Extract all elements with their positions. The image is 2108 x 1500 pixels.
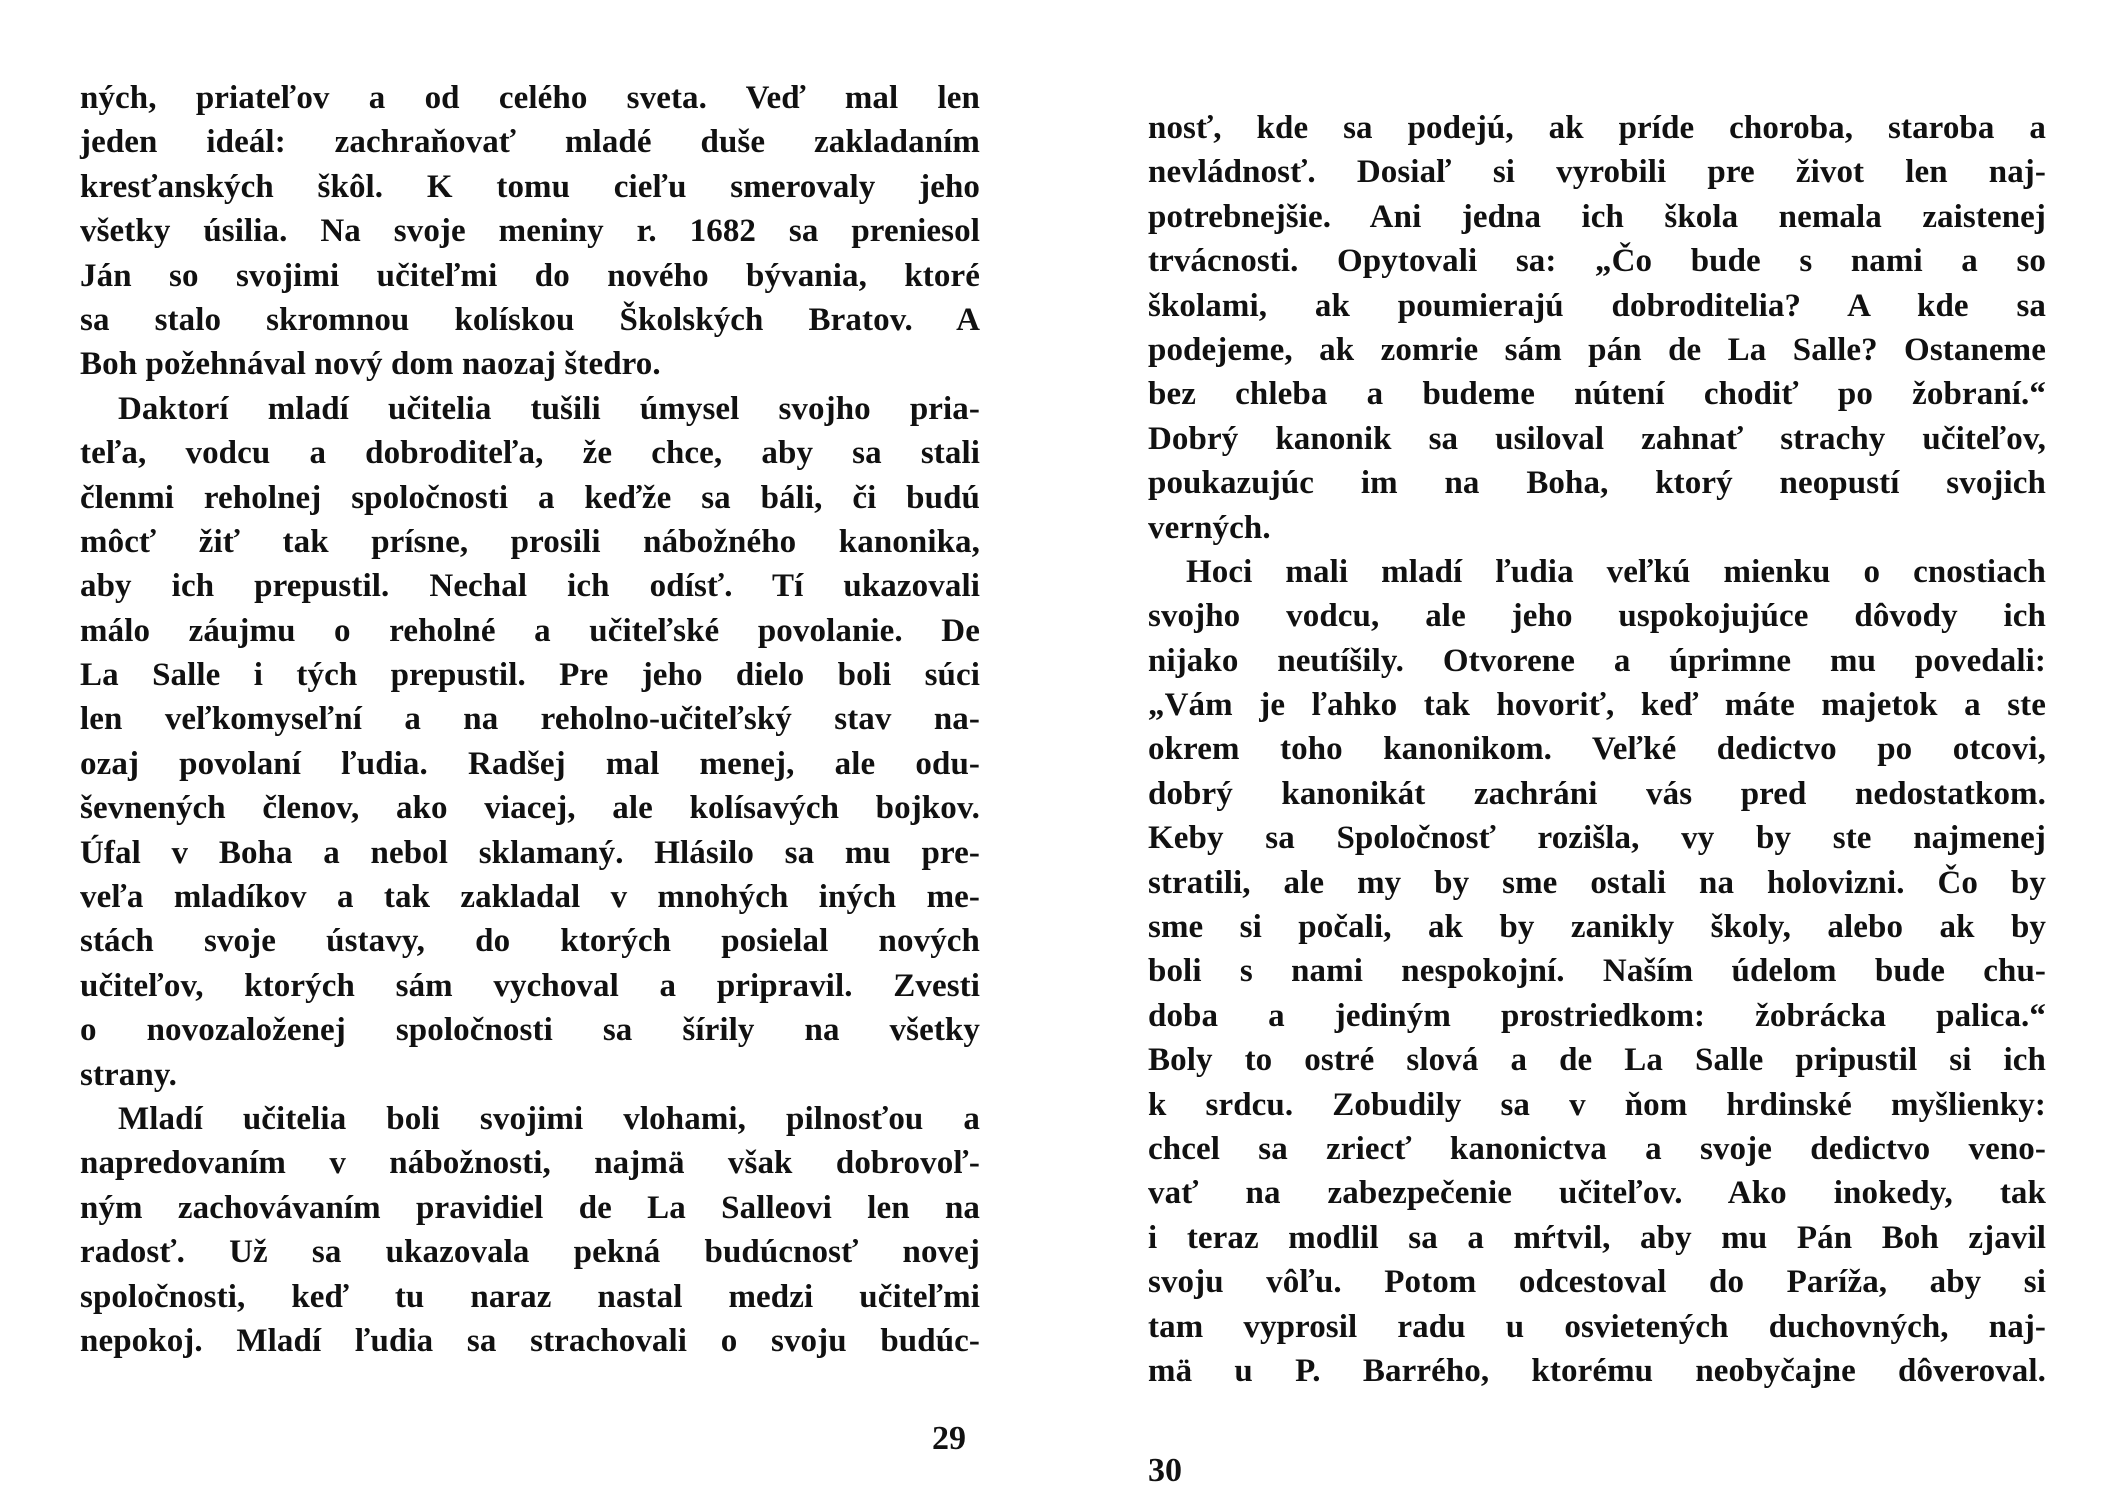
text-line: dobrý kanonikát zachráni vás pred nedostatkom.	[1148, 775, 2046, 812]
text-line: verných.	[1148, 509, 1271, 546]
text-line: potrebnejšie. Ani jedna ich škola nemala zaistenej	[1148, 198, 2046, 235]
text-line: teľa, vodcu a dobroditeľa, že chce, aby sa stali	[80, 435, 980, 472]
text-line: nosť, kde sa podejú, ak príde choroba, staroba a	[1148, 110, 2046, 146]
text-line: Ján so svojimi učiteľmi do nového bývania, ktoré	[80, 257, 980, 294]
text-line: ným zachovávaním pravidiel de La Salleovi len na	[80, 1189, 980, 1226]
text-line: bez chleba a budeme nútení chodiť po žobraní.“	[1148, 376, 2046, 413]
text-line: Boly to ostré slová a de La Salle pripustil si ich	[1148, 1042, 2046, 1079]
text-line: Daktorí mladí učitelia tušili úmysel svojho pria-	[118, 390, 980, 427]
text-line: aby ich prepustil. Nechal ich odísť. Tí ukazovali	[80, 568, 980, 605]
text-line: trvácnosti. Opytovali sa: „Čo bude s nami a so	[1148, 243, 2046, 280]
text-line: poukazujúc im na Boha, ktorý neopustí svojich	[1148, 465, 2046, 502]
text-line: kresťanských škôl. K tomu cieľu smerovaly jeho	[80, 168, 980, 205]
text-line: Hoci mali mladí ľudia veľkú mienku o cnostiach	[1186, 553, 2046, 590]
text-line: boli s nami nespokojní. Naším údelom bude chu-	[1148, 953, 2046, 990]
text-line: vať na zabezpečenie učiteľov. Ako inokedy, tak	[1148, 1175, 2046, 1212]
text-line: o novozaloženej spoločnosti sa šírily na všetky	[80, 1012, 980, 1049]
text-line: okrem toho kanonikom. Veľké dedictvo po otcovi,	[1148, 731, 2046, 768]
text-line: „Vám je ľahko tak hovoriť, keď máte majetok a ste	[1148, 687, 2046, 724]
text-line: nijako neutíšily. Otvorene a úprimne mu povedali:	[1148, 642, 2046, 679]
text-line: doba a jediným prostriedkom: žobrácka palica.“	[1148, 997, 2046, 1034]
text-line: môcť žiť tak prísne, prosili nábožného kanonika,	[80, 523, 980, 560]
text-line: školami, ak poumierajú dobroditelia? A kde sa	[1148, 287, 2046, 324]
text-line: Dobrý kanonik sa usiloval zahnať strachy učiteľov,	[1148, 420, 2046, 457]
text-line: Keby sa Spoločnosť rozišla, vy by ste najmenej	[1148, 820, 2046, 857]
text-line: členmi reholnej spoločnosti a keďže sa báli, či budú	[80, 479, 980, 516]
text-line: ných, priateľov a od celého sveta. Veď mal len	[80, 80, 980, 116]
text-line: ševnených členov, ako viacej, ale kolísavých bojkov.	[80, 790, 980, 827]
right-page-text	[1148, 106, 2046, 1393]
text-line: jeden ideál: zachraňovať mladé duše zakladaním	[80, 124, 980, 161]
text-line: ozaj povolaní ľudia. Radšej mal menej, ale odu-	[80, 745, 980, 782]
text-line: i teraz modlil sa a mŕtvil, aby mu Pán Boh zjavil	[1148, 1219, 2046, 1256]
text-line: podejeme, ak zomrie sám pán de La Salle? Ostaneme	[1148, 331, 2046, 368]
text-line: nevládnosť. Dosiaľ si vyrobili pre život len naj-	[1148, 154, 2046, 191]
text-line: málo záujmu o reholné a učiteľské povolanie. De	[80, 612, 980, 649]
text-line: spoločnosti, keď tu naraz nastal medzi učiteľmi	[80, 1278, 980, 1315]
text-line: všetky úsilia. Na svoje meniny r. 1682 sa preniesol	[80, 213, 980, 250]
text-line: svoju vôľu. Potom odcestoval do Paríža, aby si	[1148, 1264, 2046, 1301]
text-line: učiteľov, ktorých sám vychoval a pripravil. Zvesti	[80, 967, 980, 1004]
right-page	[1054, 0, 2108, 1500]
text-line: len veľkomyseľní a na reholno-učiteľský stav na-	[80, 701, 980, 738]
text-line: Mladí učitelia boli svojimi vlohami, pilnosťou a	[118, 1100, 980, 1137]
page-number: 29	[932, 1420, 966, 1457]
text-line: La Salle i tých prepustil. Pre jeho dielo boli súci	[80, 657, 980, 694]
text-line: mä u P. Barrého, ktorému neobyčajne dôveroval.	[1148, 1352, 2046, 1389]
text-line: veľa mladíkov a tak zakladal v mnohých iných me-	[80, 879, 980, 916]
text-line: sme si počali, ak by zanikly školy, alebo ak by	[1148, 909, 2046, 946]
page-number: 30	[1148, 1452, 1182, 1489]
text-line: svojho vodcu, ale jeho uspokojujúce dôvody ich	[1148, 598, 2046, 635]
text-line: strany.	[80, 1056, 177, 1093]
text-line: sa stalo skromnou kolískou Školských Bratov. A	[80, 301, 980, 338]
text-line: Boh požehnával nový dom naozaj štedro.	[80, 346, 661, 383]
left-page-text	[80, 76, 980, 1363]
text-line: nepokoj. Mladí ľudia sa strachovali o svoju budúc-	[80, 1322, 980, 1359]
text-line: napredovaním v nábožnosti, najmä však dobrovoľ-	[80, 1145, 980, 1182]
text-line: radosť. Už sa ukazovala pekná budúcnosť novej	[80, 1234, 980, 1271]
text-line: k srdcu. Zobudily sa v ňom hrdinské myšlienky:	[1148, 1086, 2046, 1123]
text-line: chcel sa zriecť kanonictva a svoje dedictvo veno-	[1148, 1130, 2046, 1167]
text-line: tam vyprosil radu u osvietených duchovných, naj-	[1148, 1308, 2046, 1345]
text-line: stách svoje ústavy, do ktorých posielal nových	[80, 923, 980, 960]
text-line: Úfal v Boha a nebol sklamaný. Hlásilo sa mu pre-	[80, 834, 980, 871]
text-line: stratili, ale my by sme ostali na holovizni. Čo by	[1148, 864, 2046, 901]
